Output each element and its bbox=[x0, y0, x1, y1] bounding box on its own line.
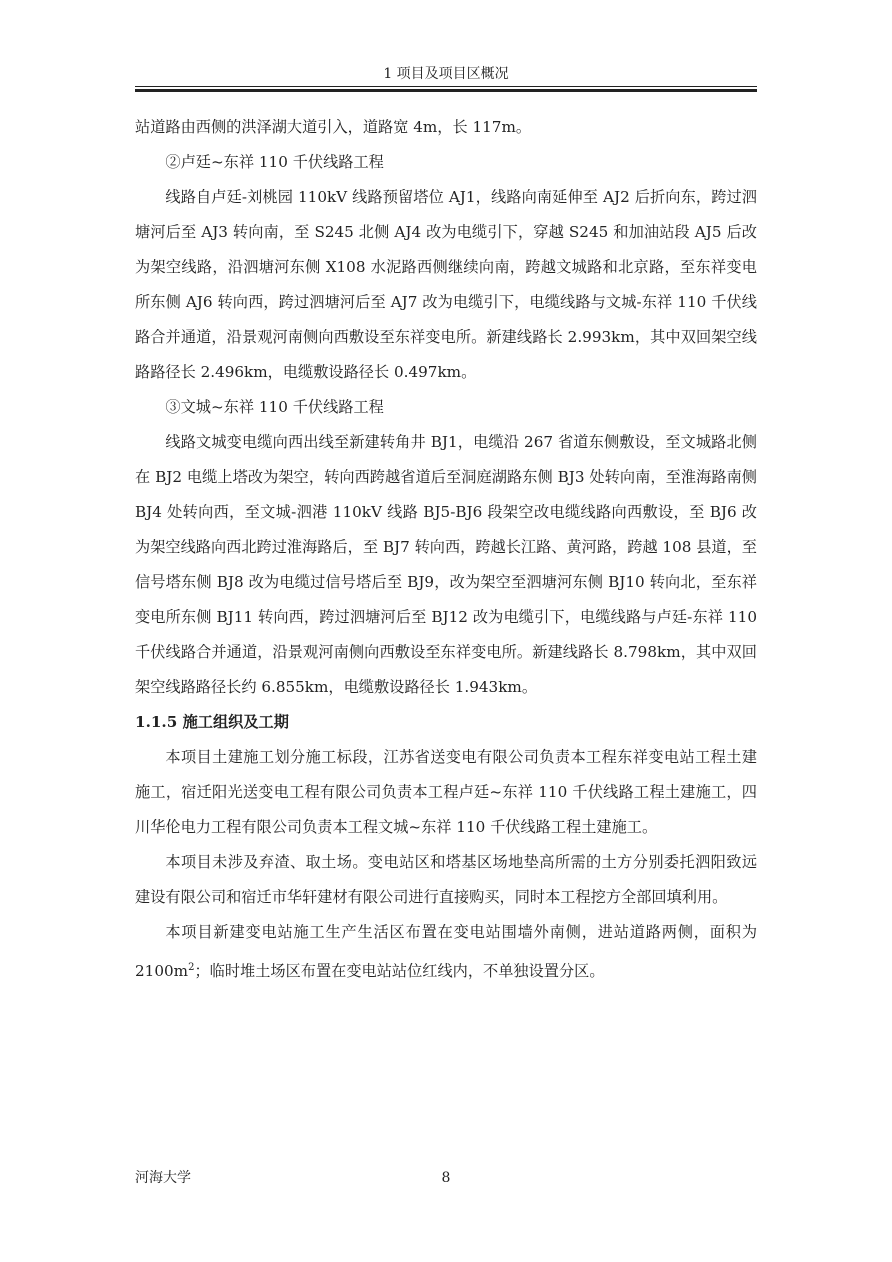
header-rule-thick bbox=[135, 89, 757, 92]
paragraph-temporary-area bbox=[135, 915, 757, 989]
header-rule-thin bbox=[135, 86, 757, 87]
subheading-luting-line: ②卢廷~东祥 110 千伏线路工程 bbox=[165, 153, 384, 171]
paragraph-earthwork: 本项目未涉及弃渣、取土场。变电站区和塔基区场地垫高所需的土方分别委托泗阳致远建设有限公司和宿迁市华轩建材有限公司进行直接购买，同时本工程挖方全部回填利用。 bbox=[135, 853, 757, 906]
footer-institution: 河海大学 bbox=[135, 1170, 191, 1186]
paragraph-continuation: 站道路由西侧的洪泽湖大道引入，道路宽 4m，长 117m。 bbox=[135, 118, 532, 136]
page-number: 8 bbox=[441, 1170, 451, 1186]
temporary-area-text-before: 本项目新建变电站施工生产生活区布置在变电站围墙外南侧，进站道路两侧，面积为 2100m bbox=[135, 923, 757, 981]
body-text bbox=[135, 110, 757, 989]
paragraph-wencheng-route: 线路文城变电缆向西出线至新建转角井 BJ1，电缆沿 267 省道东侧敷设，至文城路北侧在 BJ2 电缆上塔改为架空，转向西跨越省道后至洞庭湖路东侧 BJ3 处转向南，至淮海路南侧 BJ4 处转向西，至文城-泗港 110kV 线路 BJ5-BJ6 段架空改电缆线路向西敷设，至 BJ6 改为架空线路向西北跨过淮海路后，至 BJ7 转向西，跨越长江路、黄河路，跨越 108 县道，至信号塔东侧 BJ8 改为电缆过信号塔后至 BJ9，改为架空至泗塘河东侧 BJ10 转向北，至东祥变电所东侧 BJ11 转向西，跨过泗塘河后至 BJ12 改为电缆引下，电缆线路与卢廷-东祥 110 千伏线路合并通道，沿景观河南侧向西敷设至东祥变电所。新建线路长 8.798km，其中双回架空线路路径长约 6.855km，电缆敷设路径长 1.943km。 bbox=[135, 433, 757, 696]
paragraph-luting-route: 线路自卢廷-刘桃园 110kV 线路预留塔位 AJ1，线路向南延伸至 AJ2 后折向东，跨过泗塘河后至 AJ3 转向南，至 S245 北侧 AJ4 改为电缆引下，穿越 S245 和加油站段 AJ5 后改为架空线路，沿泗塘河东侧 X108 水泥路西侧继续向南，跨越文城路和北京路，至东祥变电所东侧 AJ6 转向西，跨过泗塘河后至 AJ7 改为电缆引下，电缆线路与文城-东祥 110 千伏线路合并通道，沿景观河南侧向西敷设至东祥变电所。新建线路长 2.993km，其中双回架空线路路径长 2.496km，电缆敷设路径长 0.497km。 bbox=[135, 188, 757, 381]
paragraph-construction-org: 本项目土建施工划分施工标段，江苏省送变电有限公司负责本工程东祥变电站工程土建施工，宿迁阳光送变电工程有限公司负责本工程卢廷~东祥 110 千伏线路工程土建施工，四川华伦电力工程有限公司负责本工程文城~东祥 110 千伏线路工程土建施工。 bbox=[135, 748, 757, 836]
subheading-wencheng-line: ③文城~东祥 110 千伏线路工程 bbox=[165, 398, 384, 416]
running-header: 1 项目及项目区概况 bbox=[383, 66, 509, 82]
area-unit-superscript: 2 bbox=[188, 962, 195, 973]
section-heading: 1.1.5 施工组织及工期 bbox=[135, 713, 289, 731]
temporary-area-text-after: ；临时堆土场区布置在变电站站位红线内，不单独设置分区。 bbox=[194, 962, 605, 981]
